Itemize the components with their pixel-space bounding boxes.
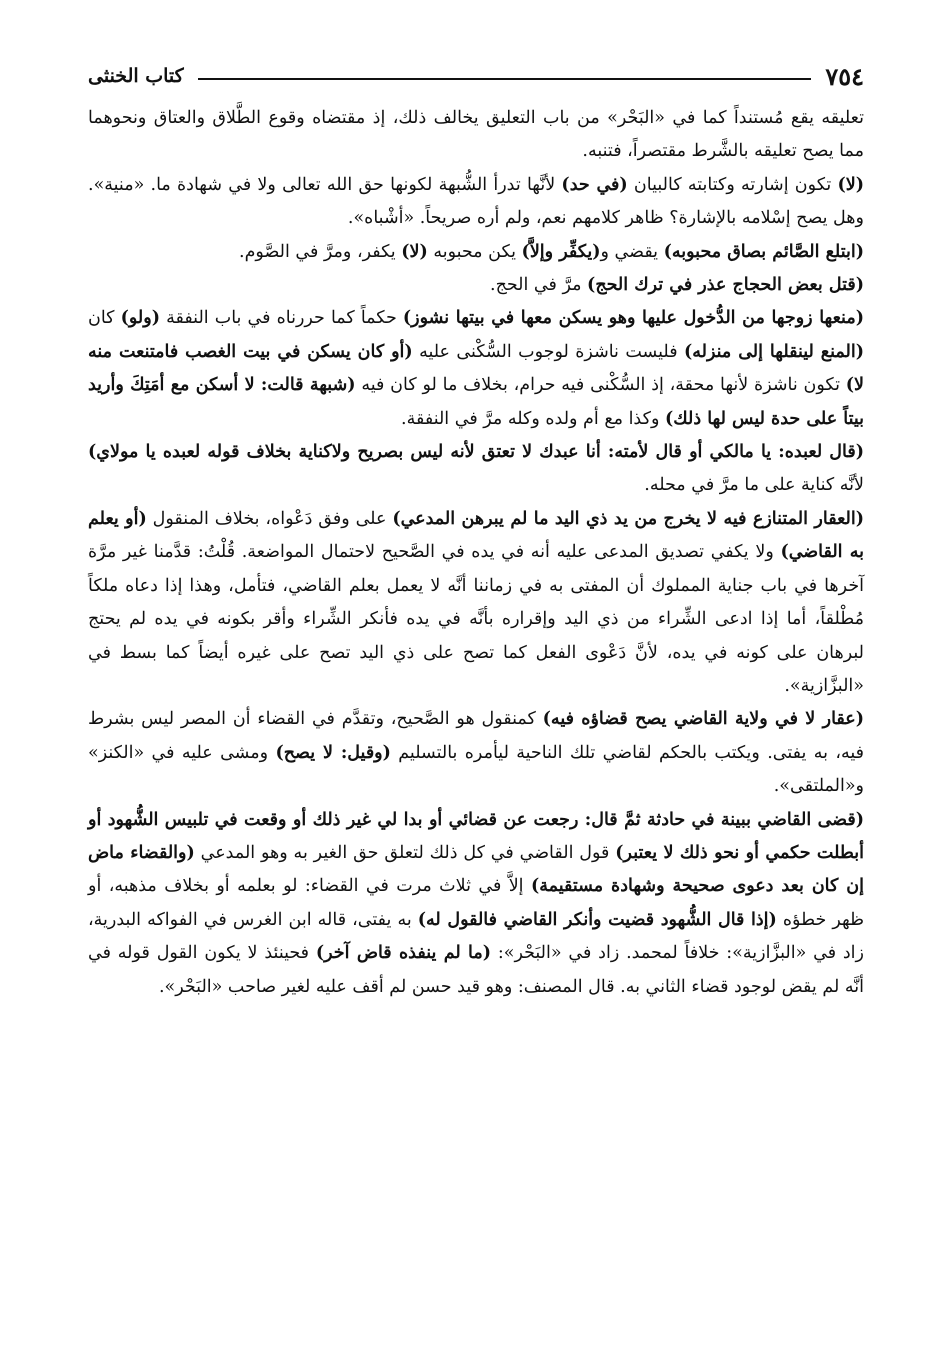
bold-text-run: (قضى القاضي ببينة في حادثة ثمَّ قال: رجعت عن قضائي أو بدا لي غير ذلك أو وقعت في تلبيس الشُّهود أو أبطلت حكمي أو نحو ذلك لا يعتبر) xyxy=(88,809,864,863)
bold-text-run: (منعها زوجها من الدُّخول عليها وهو يسكن معها في بيتها نشوز) xyxy=(402,308,864,329)
body-text xyxy=(88,102,864,1004)
page-number: ٧٥٤ xyxy=(825,61,864,91)
bold-text-run: (قتل بعض الحجاج عذر في ترك الحج) xyxy=(587,275,864,296)
page xyxy=(88,56,864,1004)
bold-text-run: (قال لعبده: يا مالكي أو قال لأمته: أنا عبدك لا تعتق لأنه ليس بصريح ولاكناية بخلاف قوله لعبده يا مولاي) xyxy=(88,442,864,463)
bold-text-run: (عقار لا في ولاية القاضي يصح قضاؤه فيه) xyxy=(542,709,864,730)
paragraph xyxy=(88,503,864,703)
text-run: ومشى عليه في «الكنز» و«الملتقى». xyxy=(88,742,864,797)
text-run: لأنَّه كناية على ما مرَّ في محله. xyxy=(644,475,864,496)
text-run: تعليقه يقع مُستنداً كما في «البَحْر» من باب التعليق يخالف ذلك، إذ مقتضاه وقوع الطَّلاق والعتاق ونحوهما مما يصح تعليقه بالشَّرط مقتصراً، فتنبه. xyxy=(88,108,864,162)
bold-text-run: (إذا قال الشُّهود قضيت وأنكر القاضي فالقول له) xyxy=(417,909,777,930)
text-run: لأنَّها تدرأ الشُّبهة لكونها حق الله تعالى ولا في شهادة ما. «منية». وهل يصح إسْلامه بالإشارة؟ ظاهر كلامهم نعم، ولم أره صريحاً. «أشْباه». xyxy=(88,174,864,229)
text-run: إلاَّ في ثلاث مرت في القضاء: لو بعلمه أو بخلاف مذهبه، أو ظهر خطؤه xyxy=(88,876,864,930)
text-run: تكون ناشزة لأنها محقة، إذ السُّكْنى فيه حرام، بخلاف ما لو كان فيه xyxy=(355,375,846,396)
bold-text-run: (المنع لينقلها إلى منزله) xyxy=(683,341,864,362)
paragraph xyxy=(88,703,864,803)
bold-text-run: (أو كان يسكن في بيت الغصب فامتنعت منه لا) xyxy=(88,341,864,396)
text-run: كمنقول هو الصَّحيح، وتقدَّم في القضاء أن المصر ليس بشرط فيه، به يفتى. ويكتب بالحكم لقاضي تلك الناحية ليأمره بالتسليم xyxy=(88,709,864,763)
bold-text-run: (أو يعلم به القاضي) xyxy=(88,508,864,563)
text-run: قول القاضي في كل ذلك لتعلق حق الغير به وهو المدعي xyxy=(194,842,616,863)
bold-text-run: (ابتلع الصَّائم بصاق محبوبه) xyxy=(663,241,864,262)
bold-text-run: (ولو) xyxy=(120,308,160,329)
text-run: يقضي و xyxy=(600,241,664,262)
paragraph xyxy=(88,236,864,269)
paragraph xyxy=(88,436,864,503)
bold-text-run: (والقضاء ماض إن كان بعد دعوى صحيحة وشهادة مستقيمة) xyxy=(88,842,864,897)
paragraph xyxy=(88,804,864,1004)
page-header xyxy=(88,56,864,96)
text-run: يكن محبوبه xyxy=(427,241,522,262)
text-run: ولا يكفي تصديق المدعى عليه أنه في يده في الصَّحيح لاحتمال المواضعة. قُلْتُ: قدَّمنا غير مرَّة آخرها في باب جناية المملوك أن المفتى به في زماننا أنَّه لا يعمل بعلم القاضي، فتأمل، وهذا إذا دعاه ملكاً مُطْلقاً، أما إذا ادعى الشِّراء من ذي اليد وإقراره بأنَّه في يده فأنكر الشِّراء وأقر بكونه في يده لم يحتج لبرهان على كونه في يده، لأنَّ دَعْوى الفعل كما تصح على ذي اليد تصح على غيره أيضاً كما بسط في «البزَّازية». xyxy=(88,542,864,696)
bold-text-run: (لا) xyxy=(401,241,428,262)
text-run: على وفق دَعْواه، بخلاف المنقول xyxy=(146,508,393,529)
text-run: فحينئذ لا يكون القول قوله في أنَّه لم يقض لوجود قضاء الثاني به. قال المصنف: وهو قيد حسن لم أقف عليه لغير صاحب «البَحْر». xyxy=(88,943,864,997)
text-run: حكماً كما حررناه في باب النفقة xyxy=(160,308,403,329)
bold-text-run: (ما لم ينفذه قاض آخر) xyxy=(315,943,492,964)
paragraph xyxy=(88,302,864,436)
paragraph xyxy=(88,169,864,236)
text-run: فليست ناشزة لوجوب السُّكْنى عليه xyxy=(412,341,684,362)
paragraph xyxy=(88,269,864,302)
text-run: وكذا مع أم ولده وكله مرَّ في النفقة. xyxy=(401,408,665,429)
text-run: كان xyxy=(88,308,121,329)
bold-text-run: (وقيل: لا يصح) xyxy=(275,742,391,763)
text-run: يكفر، ومرَّ في الصَّوم. xyxy=(239,241,402,262)
text-run: به يفتى، قاله ابن الغرس في الفواكه البدرية، زاد في «البزَّازية»: خلافاً لمحمد. زاد في «البَحْر»: xyxy=(88,909,864,964)
paragraph xyxy=(88,102,864,169)
header-rule xyxy=(198,78,812,80)
bold-text-run: (لا) xyxy=(837,174,864,195)
bold-text-run: (شبهة قالت: لا أسكن مع أمَتِكَ وأريد بيتاً على حدة ليس لها ذلك) xyxy=(88,375,864,429)
bold-text-run: (يكفِّر وإلاَّ) xyxy=(521,241,601,262)
book-title: كتاب الخنثى xyxy=(88,65,184,87)
text-run: تكون إشارته وكتابته كالبيان xyxy=(627,174,838,195)
bold-text-run: (العقار المتنازع فيه لا يخرج من يد ذي اليد ما لم يبرهن المدعي) xyxy=(392,508,864,529)
text-run: مرَّ في الحج. xyxy=(490,275,588,296)
bold-text-run: (في حد) xyxy=(561,174,628,195)
